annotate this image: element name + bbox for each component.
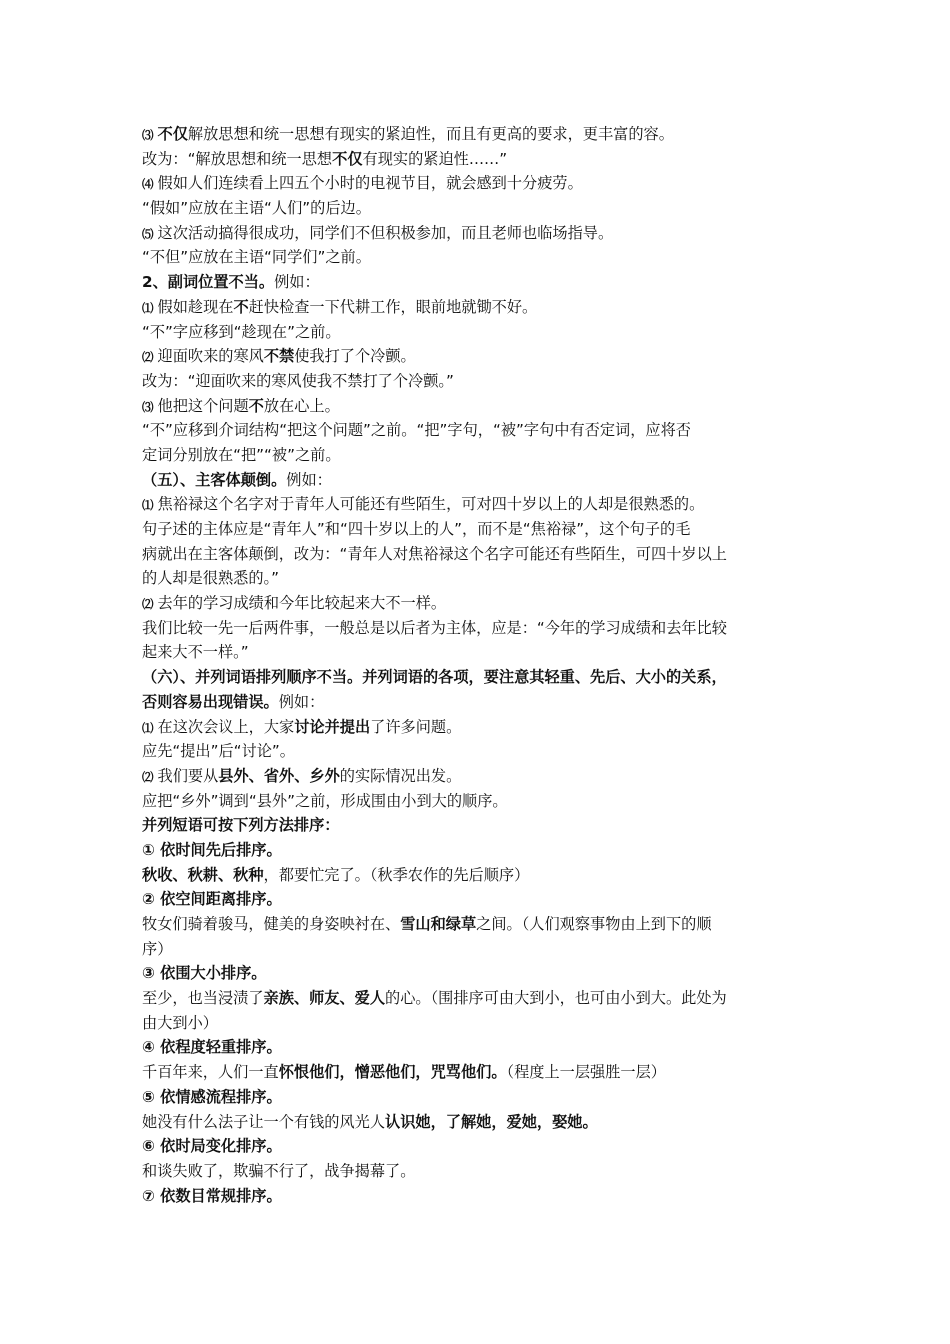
item-number: ⑷ (142, 177, 158, 192)
text-run: 应把“乡外”调到“县外”之前，形成围由小到大的顺序。 (142, 791, 508, 810)
text-run: 解放思想和统一思想有现实的紧迫性，而且有更高的要求，更丰富的容。 (187, 125, 674, 143)
text-line (142, 838, 812, 863)
bold-text: 不 (248, 396, 264, 415)
text-run: 例如： (274, 273, 320, 292)
item-number: ⑵ (142, 350, 158, 365)
text-line (142, 245, 812, 270)
text-line (142, 566, 812, 591)
text-line (142, 1184, 812, 1209)
text-run: 我们要从 (157, 766, 219, 785)
text-run: 的心。（围排序可由大到小，也可由小到大。此处为 (385, 989, 727, 1008)
bold-text: ⑥ 依时局变化排序。 (142, 1137, 282, 1156)
text-run: 的人却是很熟悉的。” (142, 569, 279, 588)
bold-text: 不仅 (332, 149, 363, 168)
item-number: ⑴ (142, 300, 158, 315)
bold-text: 并列短语可按下列方法排序： (142, 816, 340, 835)
text-run: 我们比较一先一后两件事，一般总是以后者为主体，应是：“今年的学习成绩和去年比较 (142, 618, 727, 637)
text-run: 例如： (278, 692, 325, 711)
bold-text: 认识她，了解她，爱她，娶她。 (385, 1112, 598, 1131)
text-run: 他把这个问题 (157, 396, 249, 415)
bold-text: 亲族、师友、爱人 (263, 989, 385, 1008)
bold-text: ⑤ 依情感流程排序。 (142, 1087, 282, 1106)
text-line (142, 171, 812, 196)
bold-text: 否则容易出现错误。 (142, 692, 279, 711)
text-run: “假如”应放在主语“人们”的后边。 (142, 199, 371, 218)
text-run: 定词分别放在“把”“被”之前。 (142, 445, 341, 464)
text-run: 改为：“迎面吹来的寒风使我不禁打了个冷颤。” (142, 371, 454, 390)
text-line (142, 1060, 812, 1085)
bold-text: ③ 依围大小排序。 (142, 964, 267, 983)
text-line (142, 764, 812, 789)
text-run: 病就出在主客体颠倒，改为：“青年人对焦裕禄这个名字可能还有些陌生，可四十岁以上 (142, 544, 727, 563)
text-line (142, 320, 812, 345)
bold-text: 县外、省外、乡外 (218, 766, 340, 785)
text-line (142, 1134, 812, 1159)
text-line (142, 196, 812, 221)
text-run: ，都要忙完了。（秋季农作的先后顺序） (263, 865, 530, 884)
item-number: ⑵ (142, 597, 158, 612)
text-line (142, 961, 812, 986)
text-line (142, 616, 812, 641)
text-line (142, 1011, 812, 1036)
text-line (142, 517, 812, 542)
text-line (142, 443, 812, 468)
text-run: 改为：“解放思想和统一思想 (142, 149, 333, 168)
text-run: 的实际情况出发。 (339, 766, 462, 785)
text-run: 例如： (286, 470, 332, 489)
bold-text: 2、副词位置不当。 (142, 273, 275, 292)
item-number: ⑴ (142, 720, 158, 735)
text-line (142, 270, 812, 295)
bold-text: ④ 依程度轻重排序。 (142, 1038, 282, 1057)
bold-text: 秋收、秋耕、秋种 (142, 865, 264, 884)
bold-text: 不禁 (263, 347, 295, 366)
text-run: 使我打了个冷颤。 (294, 347, 416, 366)
text-run: 句子述的主体应是“青年人”和“四十岁以上的人”，而不是“焦裕禄”，这个句子的毛 (142, 520, 691, 538)
text-run: 迎面吹来的寒风 (157, 347, 264, 366)
text-line (142, 690, 812, 715)
text-run: 有现实的紧迫性……” (362, 149, 508, 168)
text-line (142, 591, 812, 616)
text-run: 千百年来，人们一直 (142, 1063, 279, 1082)
text-line (142, 1085, 812, 1110)
text-run: 焦裕禄这个名字对于青年人可能还有些陌生，可对四十岁以上的人却是很熟悉的。 (157, 495, 705, 514)
text-run: 假如人们连续看上四五个小时的电视节目，就会感到十分疲劳。 (157, 174, 583, 193)
bold-text: ① 依时间先后排序。 (142, 840, 282, 859)
text-line (142, 394, 812, 419)
text-run: “不但”应放在主语“同学们”之前。 (142, 248, 371, 267)
bold-text: ② 依空间距离排序。 (142, 890, 282, 909)
item-number: ⑸ (142, 226, 158, 241)
text-run: “不”字应移到“趁现在”之前。 (142, 322, 341, 341)
text-run: 应先“提出”后“讨论”。 (142, 742, 295, 761)
text-run: 和谈失败了，欺骗不行了，战争揭幕了。 (142, 1161, 416, 1180)
text-line (142, 492, 812, 517)
text-line (142, 887, 812, 912)
item-number: ⑶ (142, 399, 158, 414)
text-line (142, 468, 812, 493)
text-line (142, 369, 812, 394)
text-line (142, 147, 812, 172)
text-line (142, 640, 812, 665)
text-line (142, 715, 812, 740)
text-run: 序） (142, 939, 173, 958)
bold-text: 怀恨他们，憎恶他们，咒骂他们。 (278, 1063, 507, 1082)
text-line (142, 344, 812, 369)
text-line (142, 863, 812, 888)
text-run: 之间。（人们观察事物由上到下的顺 (476, 915, 712, 933)
bold-text: 不仅 (157, 125, 188, 143)
text-run: （程度上一层强胜一层） (506, 1063, 666, 1082)
item-number: ⑶ (142, 128, 158, 142)
bold-text: ⑦ 依数目常规排序。 (142, 1186, 282, 1205)
item-number: ⑵ (142, 769, 158, 784)
text-run: 牧女们骑着骏马，健美的身姿映衬在、 (142, 915, 401, 933)
text-run: 了许多问题。 (370, 717, 462, 736)
bold-text: 不 (233, 297, 249, 316)
text-line (142, 937, 812, 962)
text-line (142, 912, 812, 937)
text-line (142, 1110, 812, 1135)
text-run: 赶快检查一下代耕工作，眼前地就锄不好。 (248, 297, 538, 316)
text-line (142, 295, 812, 320)
text-line (142, 1159, 812, 1184)
text-line (142, 221, 812, 246)
bold-text: （五）、主客体颠倒。 (142, 470, 287, 489)
text-run: “不”应移到介词结构“把这个问题”之前。“把”字句，“被”字句中有否定词，应将否 (142, 421, 691, 440)
text-run: 这次活动搞得很成功，同学们不但积极参加，而且老师也临场指导。 (157, 223, 614, 242)
bold-text: （六）、并列词语排列顺序不当。并列词语的各项，要注意其轻重、先后、大小的关系， (142, 668, 727, 687)
text-run: 至少，也当浸渍了 (142, 989, 264, 1008)
item-number: ⑴ (142, 498, 158, 513)
text-run: 去年的学习成绩和今年比较起来大不一样。 (157, 594, 447, 613)
text-line (142, 542, 812, 567)
text-run: 她没有什么法子让一个有钱的风光人 (142, 1112, 385, 1131)
bold-text: 讨论并提出 (294, 717, 371, 736)
text-run: 在这次会议上，大家 (157, 717, 295, 736)
text-run: 由大到小） (142, 1013, 218, 1032)
document-page (142, 122, 812, 1208)
text-run: 假如趁现在 (157, 297, 234, 316)
bold-text: 雪山和绿草 (400, 915, 477, 933)
text-line (142, 789, 812, 814)
text-run: 起来大不一样。” (142, 643, 249, 662)
text-run: 放在心上。 (263, 396, 340, 415)
text-line (142, 1035, 812, 1060)
text-line (142, 418, 812, 443)
text-line (142, 986, 812, 1011)
text-line (142, 813, 812, 838)
text-line (142, 739, 812, 764)
text-line (142, 122, 812, 147)
text-line (142, 665, 812, 690)
